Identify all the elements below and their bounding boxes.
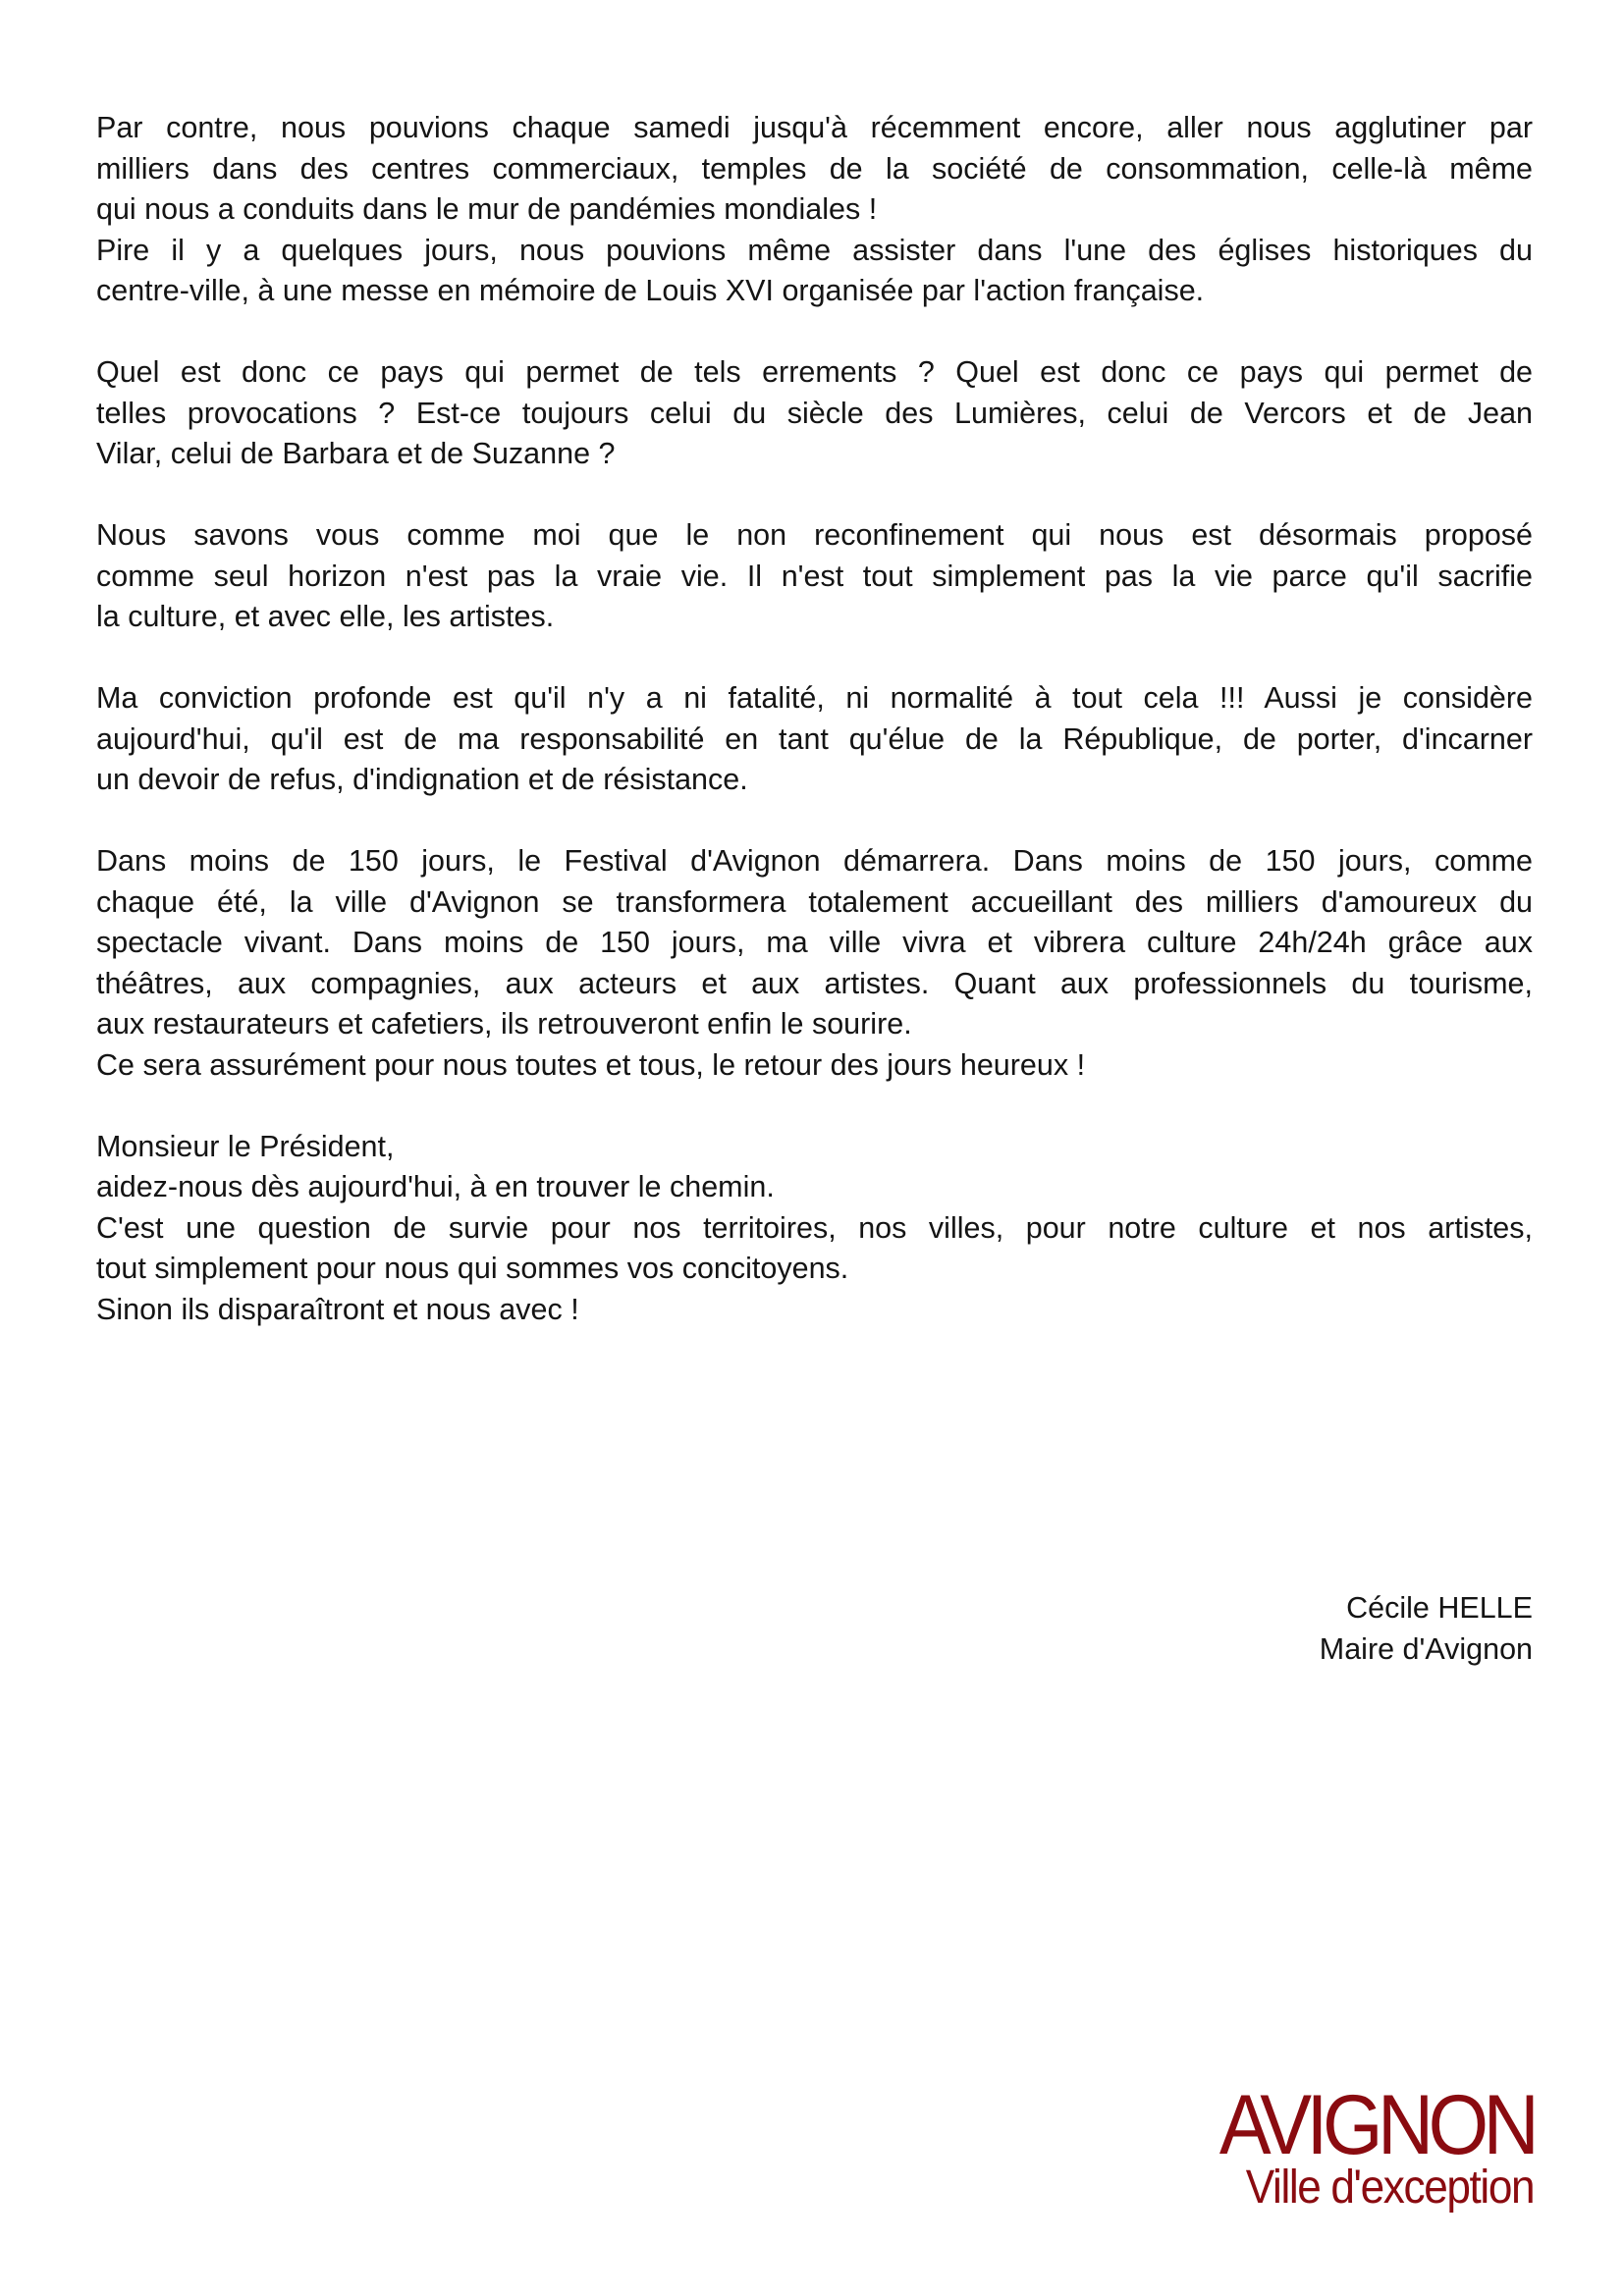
text-line: spectacle vivant. Dans moins de 150 jours, ma ville vivra et vibrera culture 24h/24h grâce aux bbox=[96, 926, 1533, 959]
text-line: Sinon ils disparaîtront et nous avec ! bbox=[96, 1292, 579, 1326]
text-line: tout simplement pour nous qui sommes vos concitoyens. bbox=[96, 1252, 849, 1285]
text-line: aux restaurateurs et cafetiers, ils retrouveront enfin le sourire. bbox=[96, 1007, 912, 1041]
paragraph-2 bbox=[96, 352, 1533, 475]
text-line: centre-ville, à une messe en mémoire de Louis XVI organisée par l'action française. bbox=[96, 274, 1205, 307]
paragraph-3 bbox=[96, 515, 1533, 638]
paragraph-4 bbox=[96, 678, 1533, 801]
text-line: Par contre, nous pouvions chaque samedi jusqu'à récemment encore, aller nous agglutiner par bbox=[96, 111, 1533, 144]
text-line: Quel est donc ce pays qui permet de tels errements ? Quel est donc ce pays qui permet de bbox=[96, 355, 1533, 389]
text-line: chaque été, la ville d'Avignon se transformera totalement accueillant des milliers d'amoureux du bbox=[96, 884, 1533, 919]
text-line: Monsieur le Président, bbox=[96, 1129, 395, 1163]
text-line: C'est une question de survie pour nos territoires, nos villes, pour notre culture et nos artistes, bbox=[96, 1210, 1533, 1245]
paragraph-6 bbox=[96, 1127, 1533, 1331]
signatory-name: Cécile HELLE bbox=[1346, 1591, 1533, 1625]
text-line: Ce sera assurément pour nous toutes et tous, le retour des jours heureux ! bbox=[96, 1047, 1086, 1082]
letter-body bbox=[96, 108, 1533, 1371]
text-line: comme seul horizon n'est pas la vraie vie. Il n'est tout simplement pas la vie parce qu'il sacrifie bbox=[96, 559, 1533, 593]
text-line: telles provocations ? Est-ce toujours celui du siècle des Lumières, celui de Vercors et de Jean bbox=[96, 396, 1533, 430]
text-line: la culture, et avec elle, les artistes. bbox=[96, 600, 555, 633]
paragraph-1 bbox=[96, 108, 1533, 312]
signature-block bbox=[1320, 1588, 1533, 1670]
text-line: un devoir de refus, d'indignation et de résistance. bbox=[96, 763, 748, 796]
avignon-logo bbox=[1192, 2078, 1534, 2214]
text-line: Vilar, celui de Barbara et de Suzanne ? bbox=[96, 437, 616, 470]
text-line: Dans moins de 150 jours, le Festival d'Avignon démarrera. Dans moins de 150 jours, comme bbox=[96, 844, 1533, 878]
text-line: Pire il y a quelques jours, nous pouvions même assister dans l'une des églises historiques du bbox=[96, 233, 1533, 267]
signatory-title: Maire d'Avignon bbox=[1319, 1631, 1533, 1666]
logo-tagline: Ville d'exception bbox=[1245, 2162, 1534, 2214]
text-line: Ma conviction profonde est qu'il n'y a ni fatalité, ni normalité à tout cela !!! Aussi je considère bbox=[96, 681, 1533, 715]
text-line: qui nous a conduits dans le mur de pandémies mondiales ! bbox=[96, 192, 878, 226]
text-line: théâtres, aux compagnies, aux acteurs et aux artistes. Quant aux professionnels du tourisme, bbox=[96, 966, 1533, 1000]
logo-wordmark: AVIGNON bbox=[1218, 2078, 1534, 2172]
paragraph-5 bbox=[96, 841, 1533, 1086]
text-line: aidez-nous dès aujourd'hui, à en trouver le chemin. bbox=[96, 1170, 775, 1203]
text-line: milliers dans des centres commerciaux, temples de la société de consommation, celle-là même bbox=[96, 151, 1533, 186]
text-line: aujourd'hui, qu'il est de ma responsabilité en tant qu'élue de la République, de porter, d'incarner bbox=[96, 721, 1533, 756]
text-line: Nous savons vous comme moi que le non reconfinement qui nous est désormais proposé bbox=[96, 518, 1533, 552]
